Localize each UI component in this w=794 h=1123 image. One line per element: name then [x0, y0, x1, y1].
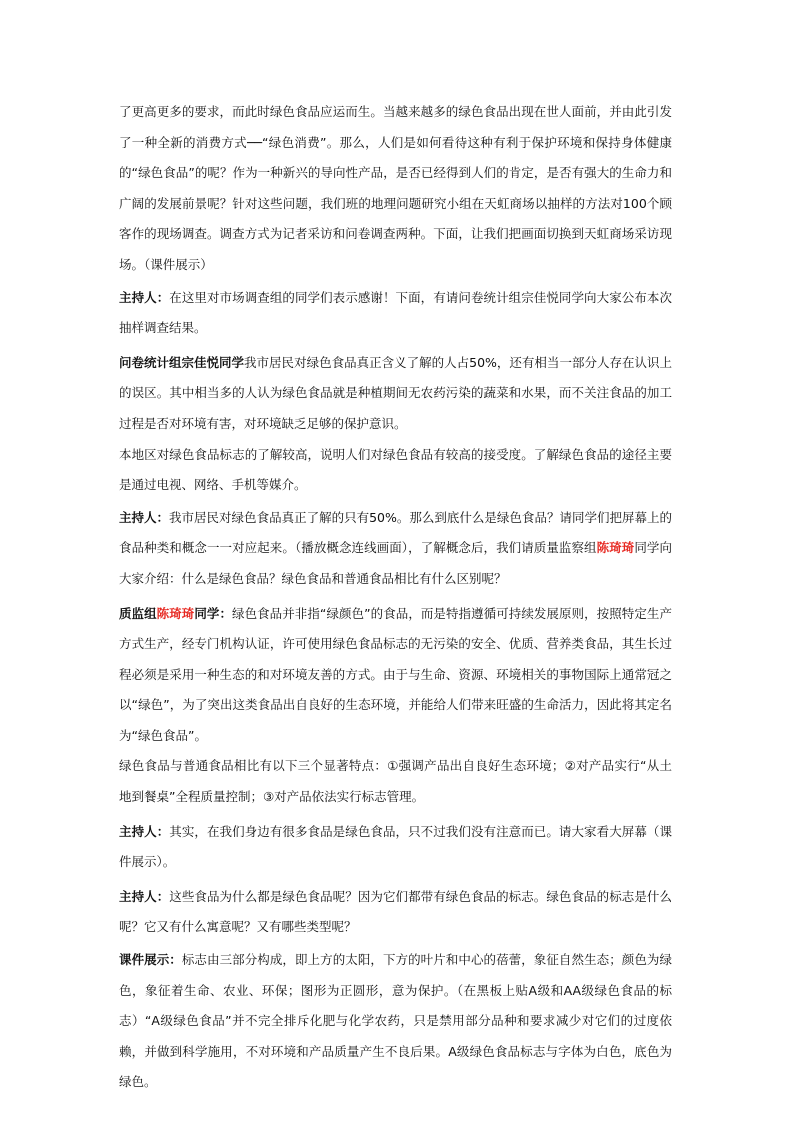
- paragraph-intro: [119, 97, 672, 281]
- paragraph-text: 绿色食品与普通食品相比有以下三个显著特点：①强调产品出自良好生态环境；②对产品实行“从土地到餐桌”全程质量控制；③对产品依法实行标志管理。: [119, 758, 672, 805]
- highlighted-name: 陈琦琦: [156, 605, 195, 621]
- paragraph-text: 绿色食品并非指“绿颜色”的食品，而是特指遵循可持续发展原则，按照特定生产方式生产，经专门机构认证，许可使用绿色食品标志的无污染的安全、优质、营养类食品，其生长过程必须是采用一种生态的和对环境友善的方式。由于与生命、资源、环境相关的事物国际上通常冠之以“绿色”，为了突出这类食品出自良好的生态环境，并能给人们带来旺盛的生命活力，因此将其定名为“绿色食品”。: [119, 605, 672, 743]
- paragraph-text: 标志由三部分构成，即上方的太阳，下方的叶片和中心的蓓蕾，象征自然生态；颜色为绿色，象征着生命、农业、环保；图形为正圆形，意为保护。（在黑板上贴A级和AA级绿色食品的标志）“A级绿色食品”并不完全排斥化肥与化学农药，只是禁用部分品种和要求减少对它们的过度依赖，并做到科学施用，不对环境和产品质量产生不良后果。A级绿色食品标志与字体为白色，底色为绿色。: [119, 952, 672, 1090]
- speaker-label: 问卷统计组宗佳悦同学: [119, 354, 245, 370]
- paragraph-definition: [119, 599, 672, 752]
- paragraph-text: 其实，在我们身边有很多食品是绿色食品，只不过我们没有注意而已。请大家看大屏幕（课件展示）。: [119, 823, 672, 870]
- paragraph-host-logo: [119, 882, 672, 943]
- paragraph-slide-logo: [119, 945, 672, 1098]
- paragraph-text: 我市居民对绿色食品真正了解的只有50%。那么到底什么是绿色食品？请同学们把屏幕上的食品种类和概念一一对应起来。（播放概念连线画面），了解概念后，我们请质量监察组: [119, 509, 672, 556]
- paragraph-survey-results: [119, 348, 672, 440]
- speaker-label: 主持人：: [119, 823, 170, 839]
- speaker-label: 同学：: [194, 605, 233, 621]
- paragraph-features: [119, 751, 672, 812]
- speaker-label: 主持人：: [119, 509, 170, 525]
- paragraph-host-screen: [119, 817, 672, 878]
- speaker-label: 质监组: [119, 605, 157, 621]
- paragraph-host-question: [119, 503, 672, 595]
- paragraph-text: 同学向大家介绍：什么是绿色食品？绿色食品和普通食品相比有什么区别呢？: [119, 540, 672, 586]
- highlighted-name: 陈琦琦: [596, 540, 635, 556]
- paragraph-text: 在这里对市场调查组的同学们表示感谢！下面，有请问卷统计组宗佳悦同学向大家公布本次抽样调查结果。: [119, 289, 672, 336]
- paragraph-text: 本地区对绿色食品标志的了解较高，说明人们对绿色食品有较高的接受度。了解绿色食品的途径主要是通过电视、网络、手机等媒介。: [119, 446, 672, 493]
- paragraph-text: 了更高更多的要求，而此时绿色食品应运而生。当越来越多的绿色食品出现在世人面前，并由此引发了一种全新的消费方式──“绿色消费”。那么，人们是如何看待这种有利于保护环境和保持身体健康的“绿色食品”的呢？作为一种新兴的导向性产品，是否已经得到人们的肯定，是否有强大的生命力和广阔的发展前景呢？针对这些问题，我们班的地理问题研究小组在天虹商场以抽样的方法对100个顾客作的现场调查。调查方式为记者采访和问卷调查两种。下面，让我们把画面切换到天虹商场采访现场。（课件展示）: [119, 104, 672, 272]
- speaker-label: 主持人：: [119, 289, 170, 305]
- paragraph-awareness: [119, 440, 672, 501]
- speaker-label: 课件展示：: [119, 952, 182, 968]
- speaker-label: 主持人：: [119, 888, 170, 904]
- paragraph-host-thanks: [119, 283, 672, 344]
- paragraph-text: 这些食品为什么都是绿色食品呢？因为它们都带有绿色食品的标志。绿色食品的标志是什么呢？它又有什么寓意呢？又有哪些类型呢？: [119, 888, 672, 935]
- document-body: [119, 97, 672, 1098]
- paragraph-text: 我市居民对绿色食品真正含义了解的人占50%，还有相当一部分人存在认识上的误区。其中相当多的人认为绿色食品就是种植期间无农药污染的蔬菜和水果，而不关注食品的加工过程是否对环境有害，对环境缺乏足够的保护意识。: [119, 354, 672, 431]
